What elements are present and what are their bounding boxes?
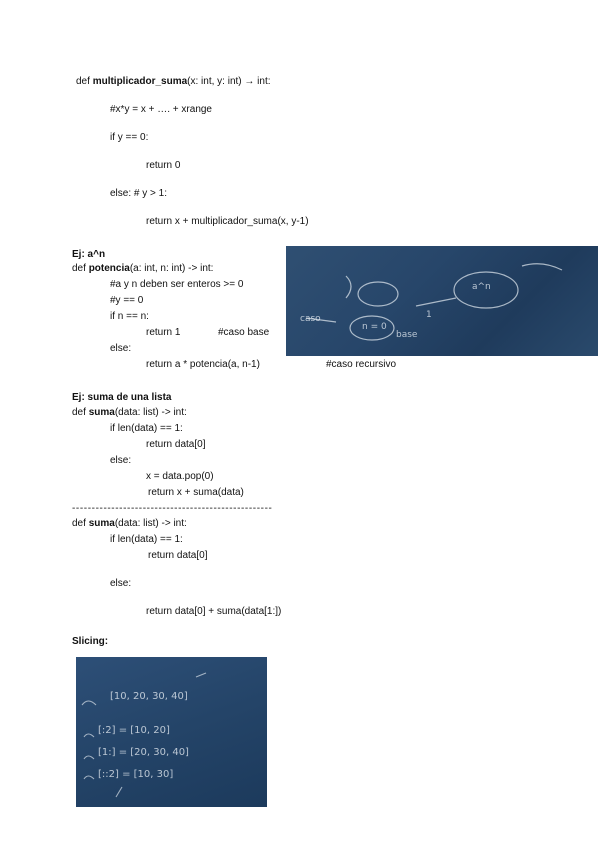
code-if: if n == n:: [110, 311, 149, 322]
code-if: if y == 0:: [110, 132, 149, 143]
def-line-suma: [72, 407, 187, 419]
def-line-multiplicador: [76, 76, 271, 88]
function-name: suma: [88, 518, 115, 529]
code-comment: #a y n deben ser enteros >= 0: [110, 279, 244, 290]
function-name: suma: [88, 407, 115, 418]
chalkboard-photo: [76, 657, 267, 807]
chalk-text: [1:] = [20, 30, 40]: [98, 747, 189, 758]
chalk-text: [::2] = [10, 30]: [98, 769, 174, 780]
code-comment: #caso base: [218, 327, 270, 338]
function-signature: (x: int, y: int) → int:: [187, 76, 271, 87]
code-return: return data[0]: [148, 550, 208, 561]
chalk-text: [10, 20, 30, 40]: [110, 691, 188, 702]
chalkboard-photo: [286, 246, 598, 356]
code-return: return 1: [146, 327, 181, 338]
chalk-text: a^n: [472, 282, 491, 292]
chalk-text: [:2] = [10, 20]: [98, 725, 170, 736]
def-line-potencia: [72, 263, 213, 275]
def-keyword: def: [72, 407, 89, 418]
function-signature: (data: list) -> int:: [114, 407, 187, 418]
code-return: return data[0]: [146, 439, 206, 450]
section-title: Ej: a^n: [72, 249, 106, 260]
def-keyword: def: [72, 263, 89, 274]
code-return: return 0: [146, 160, 181, 171]
section-title: Ej: suma de una lista: [72, 392, 172, 403]
def-line-suma: [72, 518, 187, 530]
code-return: return x + multiplicador_suma(x, y-1): [146, 216, 309, 227]
code-comment: #y == 0: [110, 295, 144, 306]
code-comment: #x*y = x + …. + xrange: [110, 104, 212, 115]
divider-line: ---------------------------------------------------: [72, 503, 273, 514]
chalk-drawings: [286, 246, 598, 356]
code-else: else:: [110, 455, 132, 466]
def-keyword: def: [72, 518, 89, 529]
code-return: return data[0] + suma(data[1:]): [146, 606, 282, 617]
function-signature: (data: list) -> int:: [114, 518, 187, 529]
code-else: else:: [110, 578, 132, 589]
function-name: multiplicador_suma: [92, 76, 188, 87]
code-else: else:: [110, 343, 132, 354]
code-return: return a * potencia(a, n-1): [146, 359, 260, 370]
chalk-text: caso: [300, 314, 321, 324]
code-if: if len(data) == 1:: [110, 423, 183, 434]
code-comment: #caso recursivo: [326, 359, 397, 370]
code-assign: x = data.pop(0): [146, 471, 214, 482]
code-return: return x + suma(data): [148, 487, 244, 498]
chalk-text: n = 0: [362, 322, 387, 332]
function-signature: (a: int, n: int) -> int:: [129, 263, 214, 274]
chalk-text: base: [396, 330, 418, 340]
chalk-text: 1: [426, 310, 432, 320]
section-title: Slicing:: [72, 636, 109, 647]
function-name: potencia: [88, 263, 130, 274]
code-else: else: # y > 1:: [110, 188, 167, 199]
code-if: if len(data) == 1:: [110, 534, 183, 545]
def-keyword: def: [76, 76, 93, 87]
